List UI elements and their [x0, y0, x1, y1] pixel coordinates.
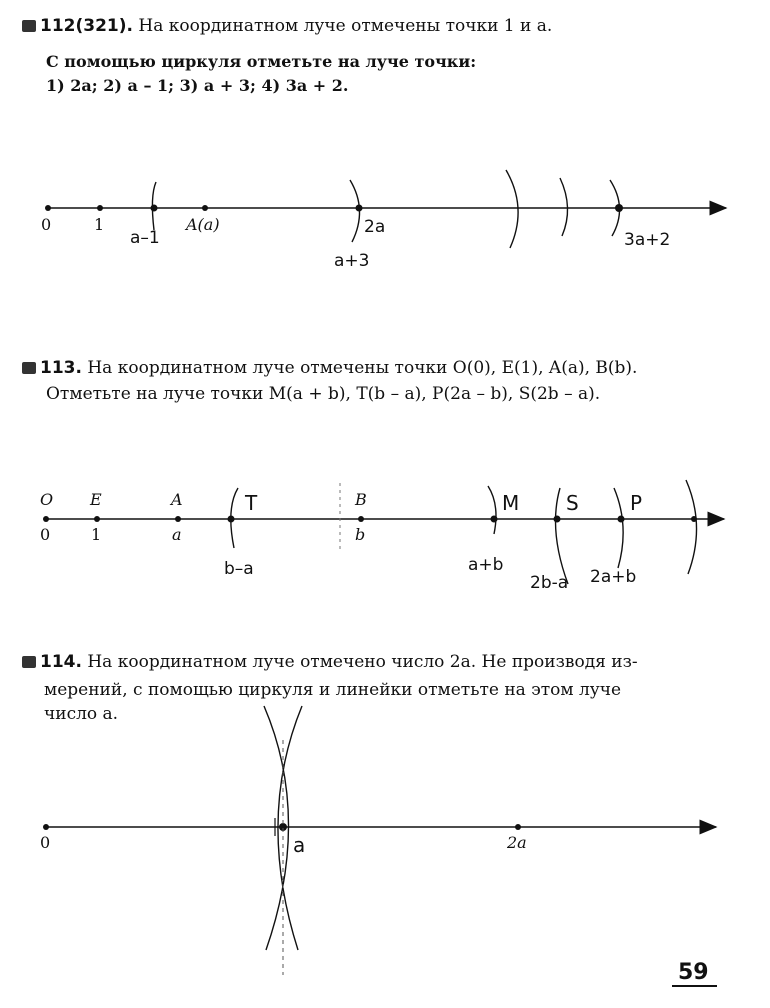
task-112-number: 112(321). — [40, 16, 133, 36]
label-b: b — [355, 525, 366, 544]
handwritten-T: T — [245, 491, 258, 515]
handwritten-a-minus-1: a–1 — [130, 228, 160, 248]
task-114-line-3: число a. — [44, 704, 119, 724]
task-114-statement: На координатном луче отмечено число 2a. Не производя из- — [87, 652, 638, 672]
handwritten-a-plus-b: a+b — [468, 555, 504, 575]
label-1: 1 — [91, 525, 102, 544]
handwritten-a: a — [293, 833, 306, 857]
handwritten-2a-plus-b: 2a+b — [590, 567, 637, 587]
compass-arc — [560, 178, 568, 236]
point-E — [94, 516, 100, 522]
handwritten-2a: 2a — [364, 217, 386, 237]
handwritten-P: P — [630, 491, 643, 515]
task-112-line-2: С помощью циркуля отметьте на луче точки: — [46, 52, 477, 71]
compass-arc — [614, 488, 623, 568]
label-A-a: A(a) — [186, 215, 220, 234]
task-112-statement: На координатном луче отмечены точки 1 и a. — [138, 16, 553, 36]
handwritten-b-minus-a: b–a — [224, 559, 254, 579]
point-2a — [515, 824, 521, 830]
point-A — [175, 516, 181, 522]
point-a-minus-1 — [151, 205, 158, 212]
task-113-statement: На координатном луче отмечены точки O(0), E(1), A(a), B(b). — [87, 358, 638, 378]
task-114-number: 114. — [40, 652, 82, 672]
point-a — [202, 205, 208, 211]
label-a: a — [172, 525, 182, 544]
point-0 — [43, 824, 49, 830]
label-0: 0 — [41, 215, 52, 234]
compass-arc — [686, 480, 697, 574]
handwritten-S: S — [566, 491, 579, 515]
label-2a: 2a — [507, 833, 527, 852]
label-E: E — [90, 490, 102, 509]
label-B: B — [355, 490, 367, 509]
ray-114 — [40, 706, 716, 975]
ray-112 — [41, 170, 726, 271]
handwritten-3a-plus-2: 3a+2 — [624, 230, 671, 250]
compass-arc — [506, 170, 518, 248]
label-A: A — [171, 490, 183, 509]
task-113-number: 113. — [40, 358, 82, 378]
task-113-line-2: Отметьте на луче точки M(a + b), T(b – a), P(2a – b), S(2b – a). — [46, 384, 601, 404]
handwritten-M: M — [502, 491, 520, 515]
point-1 — [97, 205, 103, 211]
point-O — [43, 516, 49, 522]
label-O: O — [40, 490, 54, 509]
point-B — [358, 516, 364, 522]
point-P — [618, 516, 625, 523]
handwritten-2b-minus-a: 2b-a — [530, 573, 569, 593]
ray-113 — [40, 480, 724, 593]
label-1: 1 — [94, 215, 105, 234]
label-0: 0 — [40, 833, 51, 852]
handwritten-a-plus-3: a+3 — [334, 251, 370, 271]
label-0: 0 — [40, 525, 51, 544]
page-number: 59 — [672, 960, 717, 987]
point-S — [554, 516, 561, 523]
task-114-line-2: мерений, с помощью циркуля и линейки отметьте на этом луче — [44, 680, 622, 700]
point-0 — [45, 205, 51, 211]
task-112-line-3: 1) 2a; 2) a – 1; 3) a + 3; 4) 3a + 2. — [46, 76, 349, 95]
compass-arc — [488, 486, 496, 534]
